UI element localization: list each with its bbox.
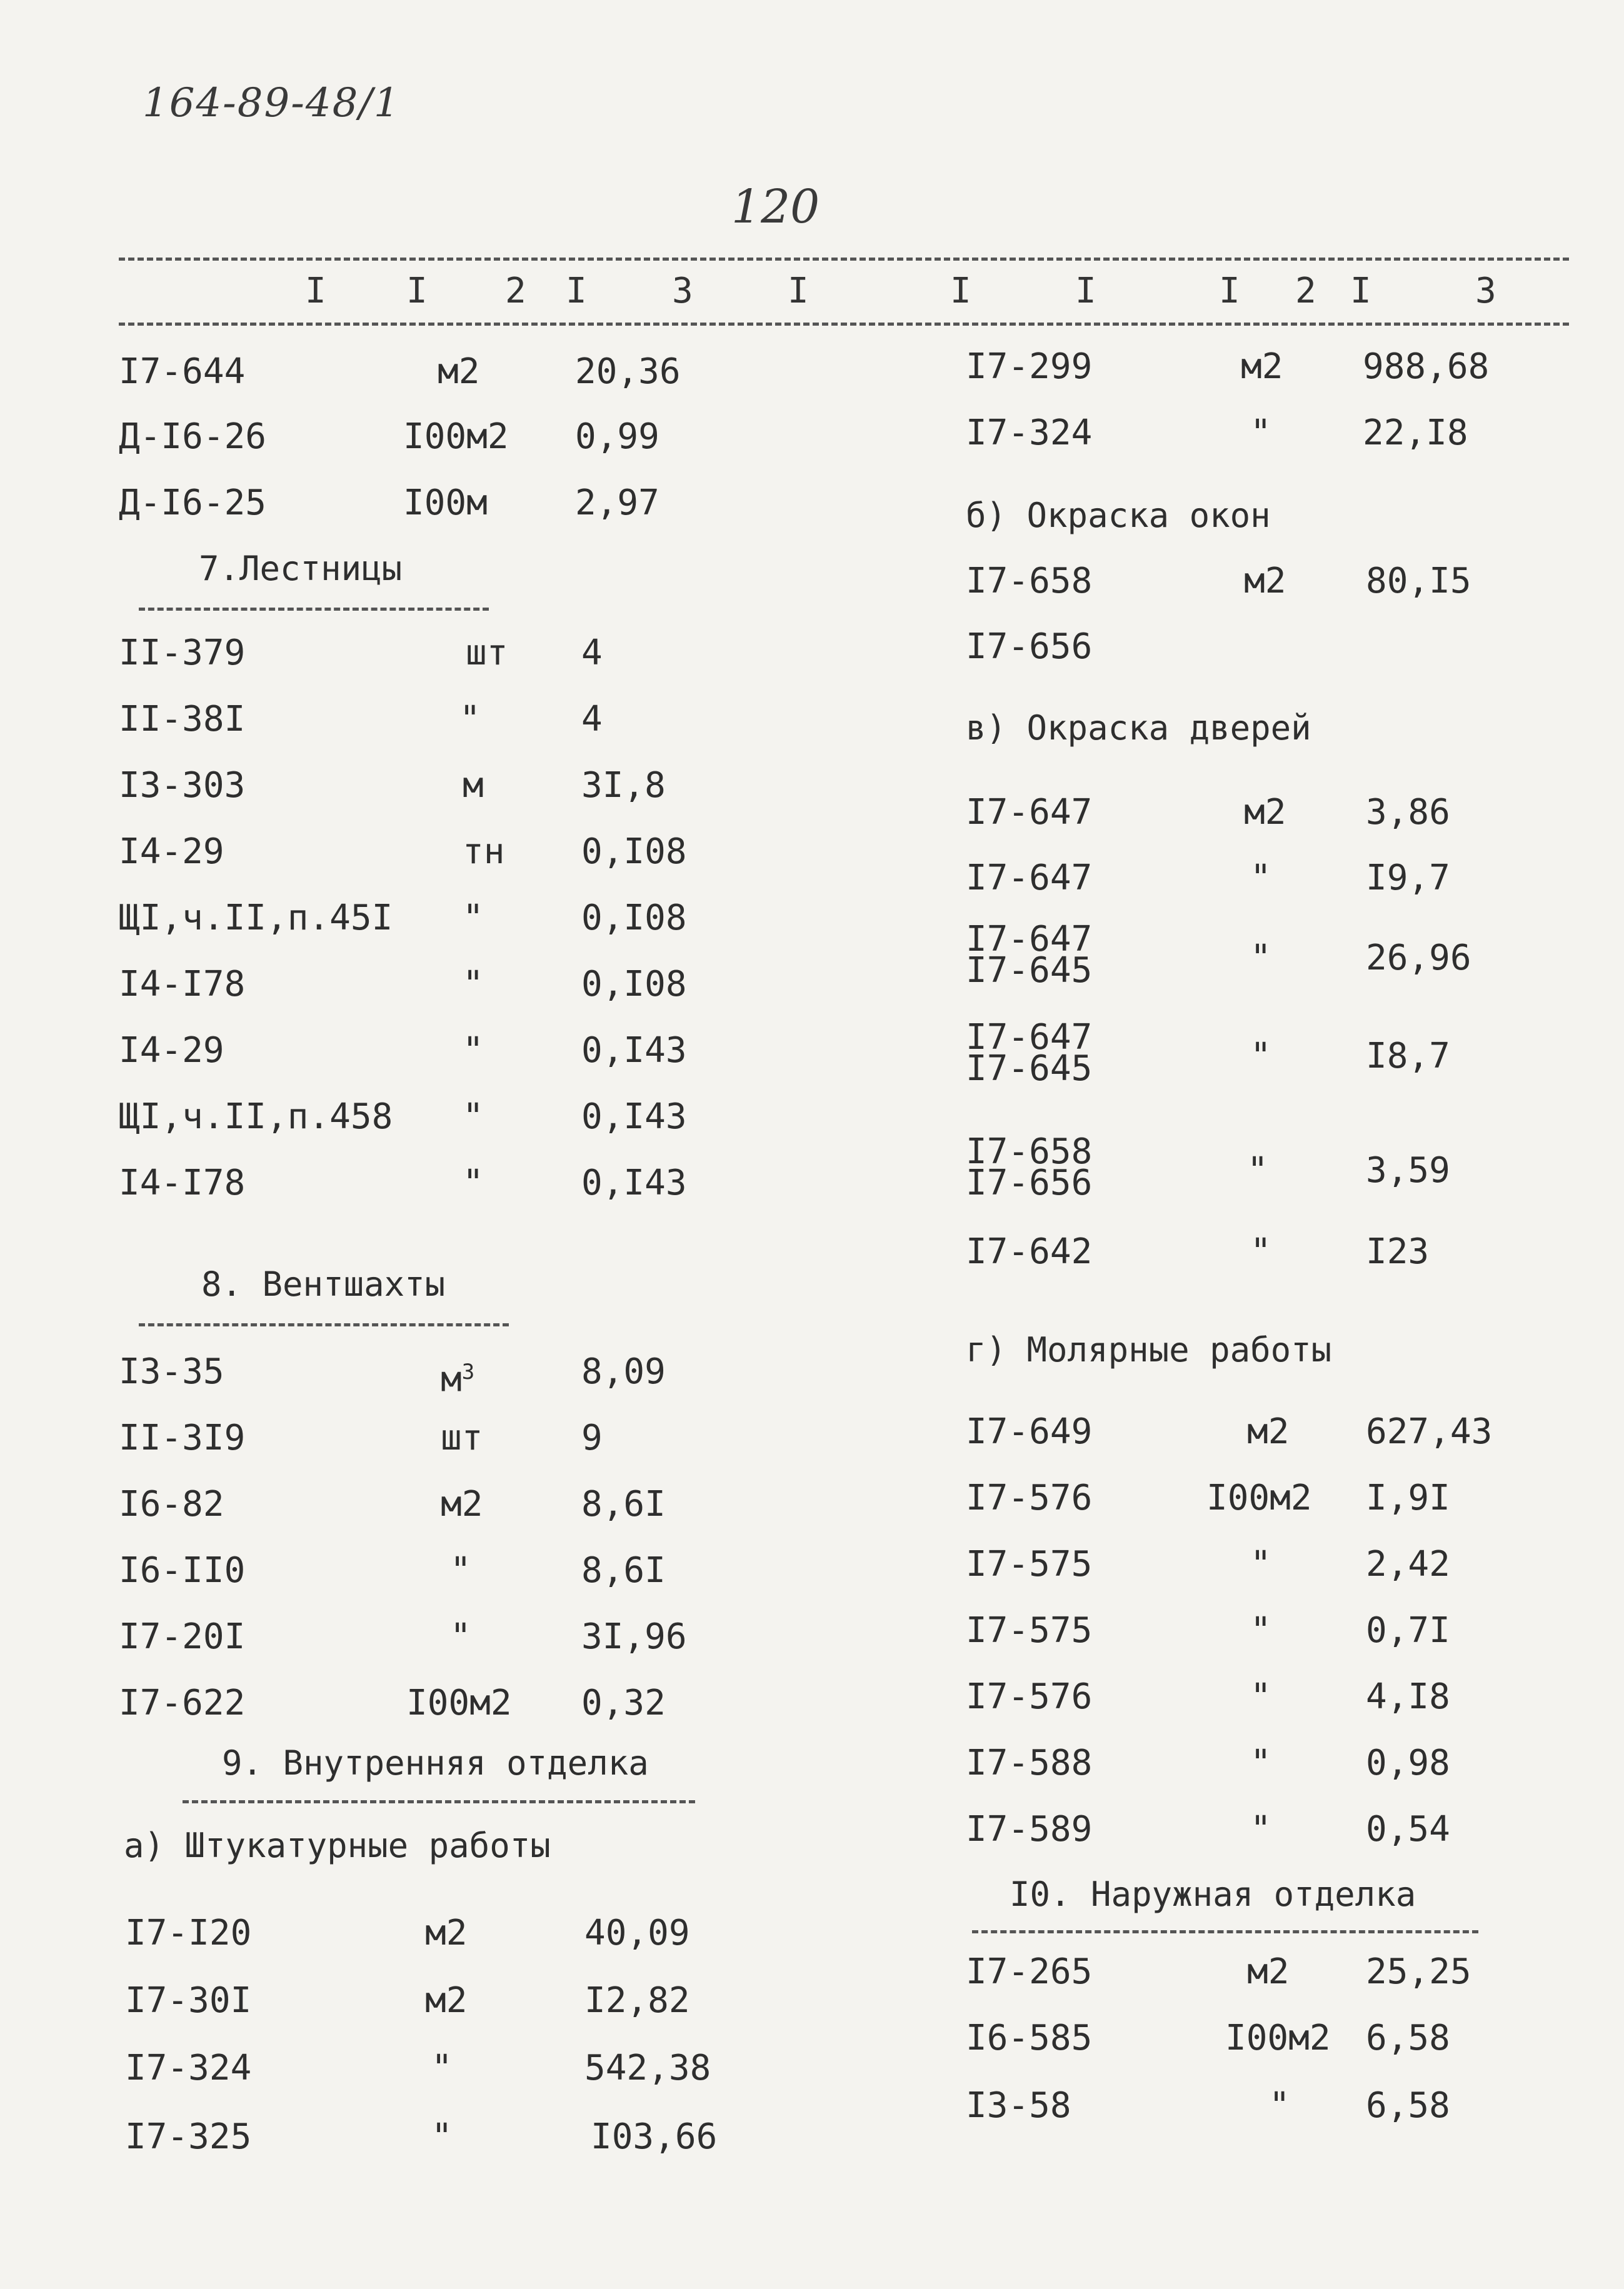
header-left-sep1: I: [406, 271, 428, 311]
row-unit: I00м2: [403, 416, 509, 457]
row-unit: м2: [1247, 1411, 1290, 1452]
row-quantity: 9: [581, 1418, 603, 1458]
row-quantity: I9,7: [1366, 858, 1450, 898]
row-quantity: 4: [581, 699, 603, 739]
row-unit: ": [1250, 413, 1271, 453]
row-code: I6-II0: [119, 1550, 246, 1591]
row-quantity: 22,I8: [1363, 413, 1468, 453]
row-quantity: 40,09: [584, 1913, 690, 1953]
row-quantity: 6,58: [1366, 2018, 1450, 2058]
row-quantity: 3,86: [1366, 792, 1450, 833]
row-code: I7-658: [966, 1131, 1093, 1172]
row-code: I4-29: [119, 831, 224, 872]
row-unit: ": [450, 1616, 471, 1657]
row-unit: ": [459, 699, 481, 739]
subsection-heading-a: а) Штукатурные работы: [124, 1826, 551, 1865]
header-right-col1: I: [1075, 271, 1096, 311]
header-left-col3: 3: [672, 271, 693, 311]
row-unit: м2: [1244, 792, 1286, 833]
header-right-col2: 2: [1295, 271, 1316, 311]
row-quantity: 3,59: [1366, 1150, 1450, 1191]
row-code: I6-585: [966, 2018, 1093, 2058]
row-quantity: 0,7I: [1366, 1610, 1450, 1651]
row-unit: ": [1250, 1610, 1271, 1651]
row-unit: ": [431, 2116, 453, 2157]
row-code: I7-642: [966, 1231, 1093, 1272]
row-code-second: I7-645: [966, 1048, 1093, 1089]
page-number: 120: [731, 180, 820, 234]
row-code: I7-647: [966, 919, 1093, 959]
row-code: I6-82: [119, 1484, 224, 1525]
row-unit: ": [1250, 858, 1271, 898]
row-code: I3-35: [119, 1351, 224, 1392]
section-heading-10: I0. Наружная отделка: [1010, 1875, 1416, 1914]
row-unit: ": [463, 1096, 484, 1137]
row-unit: ": [1250, 1544, 1271, 1585]
row-quantity: 6,58: [1366, 2085, 1450, 2126]
header-right-sep1: I: [1219, 271, 1240, 311]
row-quantity: 0,98: [1366, 1743, 1450, 1783]
row-code: Д-I6-25: [119, 483, 267, 523]
row-unit: тн: [463, 831, 505, 872]
row-unit: ": [1247, 1150, 1268, 1191]
row-code: I7-656: [966, 626, 1093, 667]
row-quantity: 0,I43: [581, 1030, 687, 1071]
row-code: I7-644: [119, 351, 246, 392]
row-quantity: I23: [1366, 1231, 1430, 1272]
row-quantity: 8,6I: [581, 1550, 666, 1591]
row-unit: [441, 1350, 474, 1402]
row-unit: ": [1250, 1676, 1271, 1717]
row-code: I7-265: [966, 1951, 1093, 1992]
row-code: I7-325: [125, 2116, 252, 2157]
row-quantity: 25,25: [1366, 1951, 1471, 1992]
row-code: I7-647: [966, 1017, 1093, 1058]
section-underline-9: [183, 1800, 695, 1803]
row-unit: ": [463, 1163, 484, 1203]
row-quantity: 4: [581, 633, 603, 673]
row-quantity: 3I,96: [581, 1616, 687, 1657]
row-unit: I00м2: [406, 1683, 512, 1723]
row-code: I4-I78: [119, 964, 246, 1004]
row-unit: м: [463, 765, 484, 806]
row-code: I7-299: [966, 346, 1093, 387]
row-quantity: 0,I43: [581, 1163, 687, 1203]
row-quantity: 0,I08: [581, 964, 687, 1004]
row-code: I4-29: [119, 1030, 224, 1071]
row-code: I7-576: [966, 1478, 1093, 1518]
row-quantity: 2,97: [575, 483, 659, 523]
row-code: I7-I20: [125, 1913, 252, 1953]
row-quantity: 0,54: [1366, 1809, 1450, 1850]
row-unit: ": [431, 2048, 453, 2088]
row-unit: ": [1250, 1743, 1271, 1783]
header-bottom-rule: [119, 323, 1569, 326]
unit-base: м: [441, 1359, 462, 1400]
subsection-heading-v: в) Окраска дверей: [966, 708, 1311, 748]
row-code: I7-647: [966, 858, 1093, 898]
row-code: I7-324: [125, 2048, 252, 2088]
row-quantity: 2,42: [1366, 1544, 1450, 1585]
row-quantity: 20,36: [575, 351, 681, 392]
row-unit: I00м: [403, 483, 488, 523]
row-quantity: 3I,8: [581, 765, 666, 806]
section-underline-8: [139, 1323, 509, 1326]
row-quantity: I,9I: [1366, 1478, 1450, 1518]
row-quantity: 0,I08: [581, 831, 687, 872]
row-code: I7-658: [966, 561, 1093, 601]
subsection-heading-b: б) Окраска окон: [966, 496, 1271, 535]
row-code: Д-I6-26: [119, 416, 267, 457]
row-unit: м2: [425, 1980, 468, 2021]
row-code: II-3I9: [119, 1418, 246, 1458]
section-underline-10: [972, 1930, 1478, 1933]
header-left-col2: 2: [505, 271, 526, 311]
row-quantity: 8,6I: [581, 1484, 666, 1525]
unit-superscript: 3: [461, 1360, 475, 1385]
row-code: I7-622: [119, 1683, 246, 1723]
row-code: I7-589: [966, 1809, 1093, 1850]
row-quantity: 0,I08: [581, 898, 687, 938]
row-unit: ": [1250, 1809, 1271, 1850]
row-code: I7-588: [966, 1743, 1093, 1783]
row-code: I7-649: [966, 1411, 1093, 1452]
row-unit: ": [1269, 2085, 1290, 2126]
row-quantity: 8,09: [581, 1351, 666, 1392]
row-unit: шт: [441, 1418, 483, 1458]
row-unit: ": [463, 964, 484, 1004]
row-unit: м2: [1247, 1951, 1290, 1992]
row-unit: м2: [425, 1913, 468, 1953]
row-quantity: 542,38: [584, 2048, 711, 2088]
row-quantity: I2,82: [584, 1980, 690, 2021]
row-quantity: 0,32: [581, 1683, 666, 1723]
row-code: I3-303: [119, 765, 246, 806]
row-unit: м2: [441, 1484, 483, 1525]
row-code: I7-20I: [119, 1616, 246, 1657]
row-code: II-38I: [119, 699, 246, 739]
header-top-rule: [119, 258, 1569, 261]
row-code-second: I7-656: [966, 1163, 1093, 1203]
section-underline-7: [139, 608, 489, 611]
row-code: I7-575: [966, 1610, 1093, 1651]
row-quantity: I03,66: [591, 2116, 718, 2157]
row-unit: ": [463, 1030, 484, 1071]
row-unit: ": [1250, 1231, 1271, 1272]
row-unit: шт: [466, 633, 508, 673]
row-code: I7-647: [966, 792, 1093, 833]
header-left-col1-sep: I: [305, 271, 326, 311]
row-code: I7-575: [966, 1544, 1093, 1585]
row-quantity: 0,I43: [581, 1096, 687, 1137]
row-quantity: I8,7: [1366, 1036, 1450, 1076]
header-right-sep2: I: [1350, 271, 1371, 311]
row-unit: I00м2: [1206, 1478, 1312, 1518]
row-code: I7-576: [966, 1676, 1093, 1717]
row-quantity: 0,99: [575, 416, 659, 457]
row-unit: I00м2: [1225, 2018, 1331, 2058]
document-code: 164-89-48/1: [143, 80, 401, 126]
row-quantity: 4,I8: [1366, 1676, 1450, 1717]
row-code: ЩI,ч.II,п.45I: [119, 898, 393, 938]
header-right-col3: 3: [1475, 271, 1496, 311]
row-code: I4-I78: [119, 1163, 246, 1203]
row-quantity: 988,68: [1363, 346, 1490, 387]
row-quantity: 80,I5: [1366, 561, 1471, 601]
row-quantity: 26,96: [1366, 938, 1471, 978]
row-code: ЩI,ч.II,п.458: [119, 1096, 393, 1137]
row-unit: м2: [1241, 346, 1283, 387]
row-code: I3-58: [966, 2085, 1071, 2126]
row-code: I7-30I: [125, 1980, 252, 2021]
section-heading-7: 7.Лестницы: [199, 549, 403, 588]
row-code: I7-324: [966, 413, 1093, 453]
row-unit: ": [450, 1550, 471, 1591]
row-unit: ": [1250, 1036, 1271, 1076]
row-code: II-379: [119, 633, 246, 673]
subsection-heading-g: г) Молярные работы: [966, 1330, 1332, 1370]
row-unit: м2: [1244, 561, 1286, 601]
row-unit: ": [463, 898, 484, 938]
row-unit: м2: [438, 351, 480, 392]
row-code-second: I7-645: [966, 950, 1093, 991]
row-unit: ": [1250, 938, 1271, 978]
section-heading-9: 9. Внутренняя отделка: [222, 1743, 649, 1783]
header-left-sep2: I: [566, 271, 587, 311]
row-quantity: 627,43: [1366, 1411, 1493, 1452]
header-right-sep0: I: [950, 271, 971, 311]
header-left-sep3: I: [788, 271, 809, 311]
section-heading-8: 8. Вентшахты: [201, 1265, 446, 1304]
